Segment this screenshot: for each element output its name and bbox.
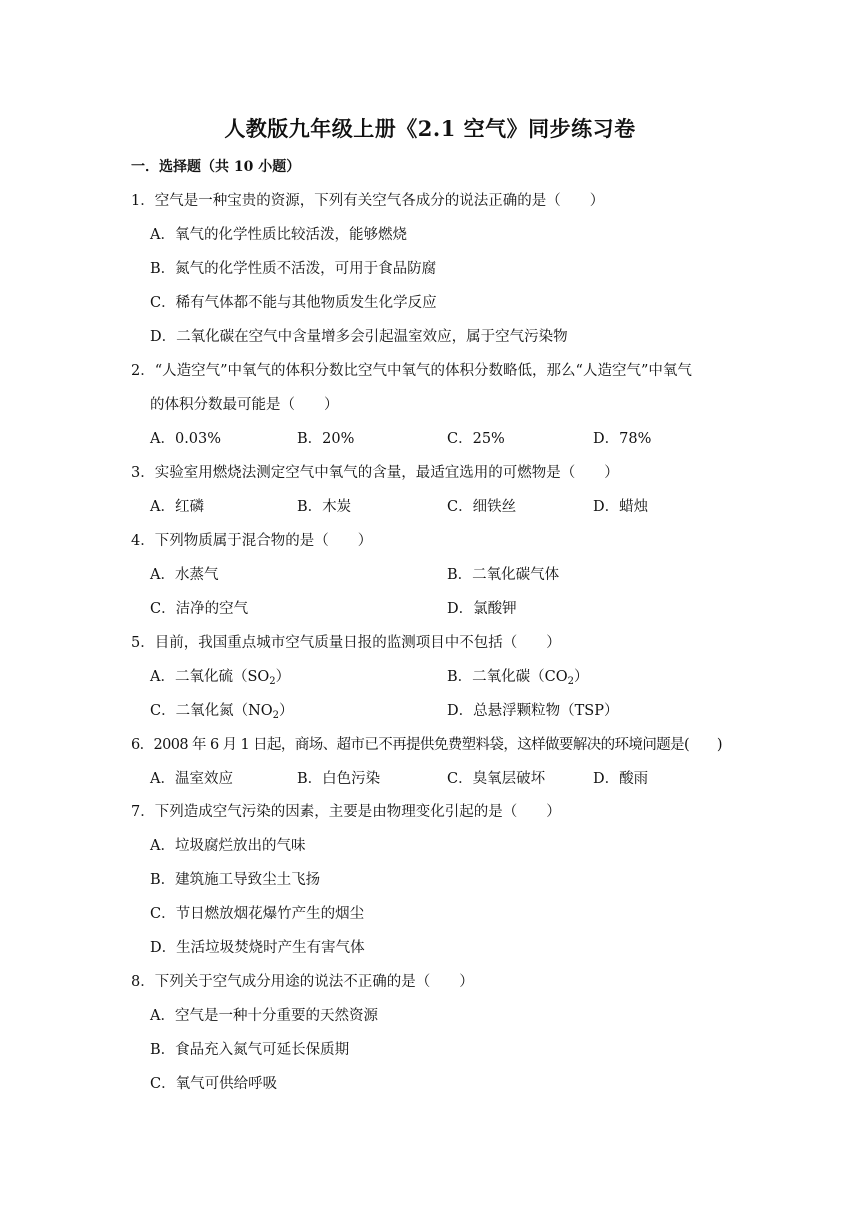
option-text: B．二氧化碳（CO bbox=[447, 669, 568, 685]
question-8-stem: 8．下列关于空气成分用途的说法不正确的是（ ） bbox=[131, 974, 474, 990]
question-5-option-a bbox=[150, 665, 290, 686]
question-2-option-b: B．20% bbox=[297, 431, 355, 447]
question-5-option-b bbox=[447, 665, 589, 686]
question-2-option-a: A．0.03% bbox=[150, 431, 222, 447]
question-8-option-b: B．食品充入氮气可延长保质期 bbox=[150, 1042, 350, 1058]
question-4-option-b: B．二氧化碳气体 bbox=[447, 567, 560, 583]
option-text-end: ） bbox=[279, 703, 294, 719]
question-3-stem: 3．实验室用燃烧法测定空气中氧气的含量，最适宜选用的可燃物是（ ） bbox=[131, 465, 619, 481]
question-5-option-c bbox=[150, 699, 294, 720]
question-1-option-a: A．氧气的化学性质比较活泼，能够燃烧 bbox=[150, 227, 407, 243]
subscript: 2 bbox=[567, 676, 575, 687]
question-7-option-a: A．垃圾腐烂放出的气味 bbox=[150, 838, 306, 854]
option-text: C．二氧化氮（NO bbox=[150, 703, 273, 719]
question-6-option-c: C．臭氧层破坏 bbox=[447, 771, 546, 787]
question-1-option-c: C．稀有气体都不能与其他物质发生化学反应 bbox=[150, 295, 437, 311]
question-3-option-c: C．细铁丝 bbox=[447, 499, 517, 515]
question-3-option-a: A．红磷 bbox=[150, 499, 204, 515]
question-1-option-b: B．氮气的化学性质不活泼，可用于食品防腐 bbox=[150, 261, 437, 277]
question-4-option-d: D．氯酸钾 bbox=[447, 601, 517, 617]
question-1-option-d: D．二氧化碳在空气中含量增多会引起温室效应，属于空气污染物 bbox=[150, 329, 568, 345]
question-2-stem-cont: 的体积分数最可能是（ ） bbox=[150, 397, 339, 413]
question-7-option-b: B．建筑施工导致尘土飞扬 bbox=[150, 872, 321, 888]
question-5-stem: 5．目前，我国重点城市空气质量日报的监测项目中不包括（ ） bbox=[131, 635, 561, 651]
subscript: 2 bbox=[269, 676, 276, 687]
question-2-option-c: C．25% bbox=[447, 431, 505, 447]
question-7-option-c: C．节日燃放烟花爆竹产生的烟尘 bbox=[150, 906, 365, 922]
option-text-end: ） bbox=[574, 669, 589, 685]
question-1-stem: 1．空气是一种宝贵的资源，下列有关空气各成分的说法正确的是（ ） bbox=[131, 193, 605, 209]
question-6-option-d: D．酸雨 bbox=[593, 771, 649, 787]
question-6-option-b: B．白色污染 bbox=[297, 771, 381, 787]
question-4-option-a: A．水蒸气 bbox=[150, 567, 219, 583]
option-text: D．总悬浮颗粒物（TSP） bbox=[447, 703, 619, 719]
question-7-option-d: D．生活垃圾焚烧时产生有害气体 bbox=[150, 940, 365, 956]
question-5-option-d bbox=[447, 699, 619, 720]
subscript: 2 bbox=[272, 710, 280, 721]
question-4-stem: 4．下列物质属于混合物的是（ ） bbox=[131, 533, 373, 549]
question-8-option-c: C．氧气可供给呼吸 bbox=[150, 1076, 278, 1092]
option-text: A．二氧化硫（SO bbox=[150, 669, 270, 685]
question-6-option-a: A．温室效应 bbox=[150, 771, 233, 787]
question-3-option-b: B．木炭 bbox=[297, 499, 352, 515]
question-3-option-d: D．蜡烛 bbox=[593, 499, 649, 515]
option-text-end: ） bbox=[275, 669, 291, 685]
page-title: 人教版九年级上册《2.1 空气》同步练习卷 bbox=[224, 116, 636, 141]
question-7-stem: 7．下列造成空气污染的因素，主要是由物理变化引起的是（ ） bbox=[131, 804, 561, 820]
question-2-option-d: D．78% bbox=[593, 431, 652, 447]
question-6-stem: 6．2008 年 6 月 1 日起，商场、超市已不再提供免费塑料袋，这样做要解决的环境问题是( ) bbox=[131, 737, 722, 753]
question-2-stem: 2．“人造空气”中氧气的体积分数比空气中氧气的体积分数略低，那么“人造空气”中氧气 bbox=[131, 363, 692, 379]
section-heading: 一．选择题（共 10 小题） bbox=[131, 159, 301, 175]
question-8-option-a: A．空气是一种十分重要的天然资源 bbox=[150, 1008, 378, 1024]
question-4-option-c: C．洁净的空气 bbox=[150, 601, 249, 617]
